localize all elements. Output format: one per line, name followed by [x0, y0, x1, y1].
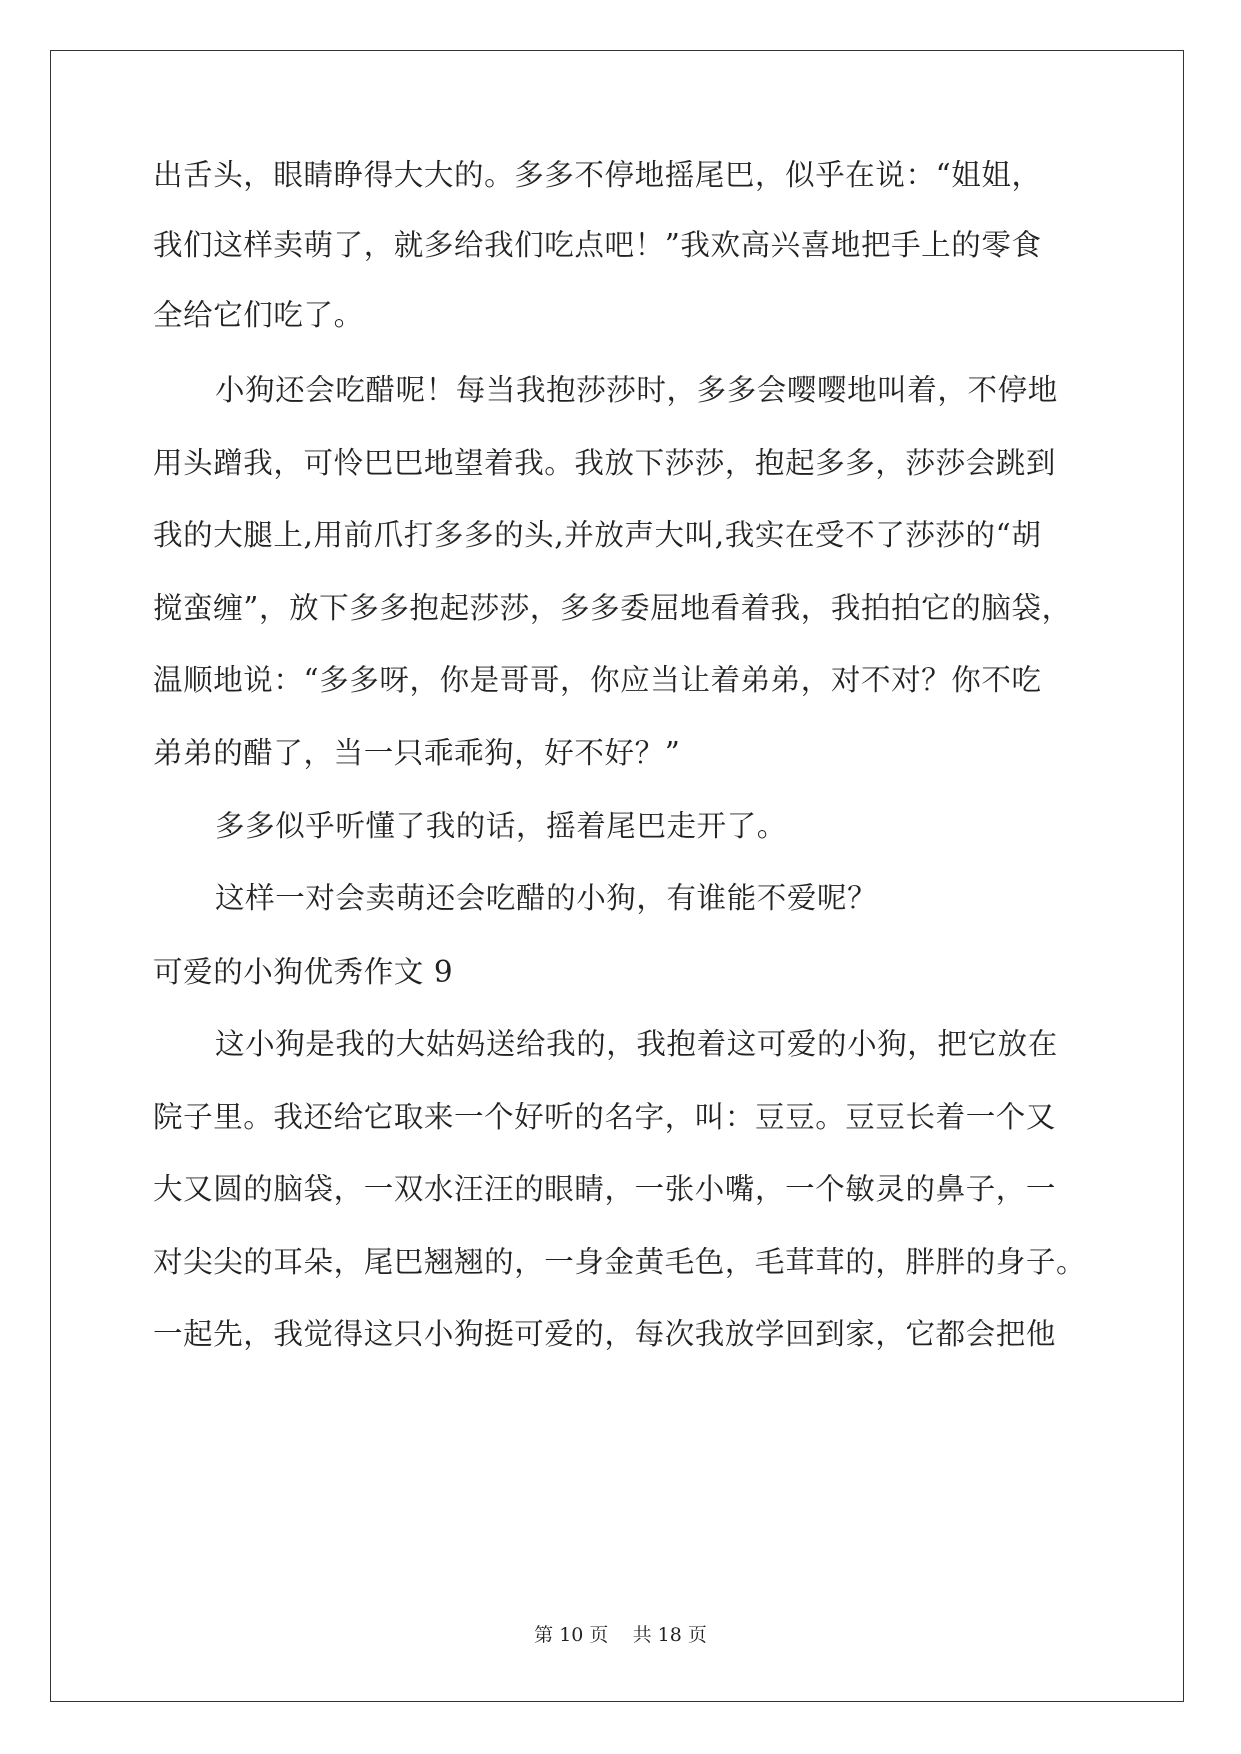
paragraph-line: 出舌头，眼睛睁得大大的。多多不停地摇尾巴，似乎在说：“姐姐，: [153, 158, 1042, 192]
paragraph-line: 一起先，我觉得这只小狗挺可爱的，每次我放学回到家，它都会把他: [153, 1317, 1057, 1351]
paragraph-line: 大又圆的脑袋，一双水汪汪的眼睛，一张小嘴，一个敏灵的鼻子，一: [153, 1172, 1057, 1206]
paragraph-line: 这小狗是我的大姑妈送给我的，我抱着这可爱的小狗，把它放在: [215, 1027, 1058, 1061]
paragraph-line: 对尖尖的耳朵，尾巴翘翘的，一身金黄毛色，毛茸茸的，胖胖的身子。: [153, 1245, 1087, 1279]
paragraph-line: 温顺地说：“多多呀，你是哥哥，你应当让着弟弟，对不对？你不吃: [153, 663, 1042, 697]
paragraph-line: 弟弟的醋了，当一只乖乖狗，好不好？”: [153, 736, 681, 770]
paragraph-line: 用头蹭我，可怜巴巴地望着我。我放下莎莎，抱起多多，莎莎会跳到: [153, 446, 1057, 480]
paragraph-line: 我们这样卖萌了，就多给我们吃点吧！”我欢高兴喜地把手上的零食: [153, 228, 1042, 262]
page-number-footer: 第 10 页 共 18 页: [534, 1624, 707, 1646]
paragraph-line: 搅蛮缠”，放下多多抱起莎莎，多多委屈地看着我，我拍拍它的脑袋，: [153, 591, 1072, 625]
paragraph-line: 院子里。我还给它取来一个好听的名字，叫：豆豆。豆豆长着一个又: [153, 1100, 1057, 1134]
paragraph-line: 我的大腿上,用前爪打多多的头,并放声大叫,我实在受不了莎莎的“胡: [153, 518, 1042, 552]
section-heading: 可爱的小狗优秀作文 9: [153, 955, 454, 989]
paragraph-line: 全给它们吃了。: [153, 298, 364, 332]
paragraph-line: 多多似乎听懂了我的话，摇着尾巴走开了。: [215, 809, 787, 843]
paragraph-line: 小狗还会吃醋呢！每当我抱莎莎时，多多会嘤嘤地叫着，不停地: [215, 373, 1058, 407]
paragraph-line: 这样一对会卖萌还会吃醋的小狗，有谁能不爱呢？: [215, 881, 878, 915]
